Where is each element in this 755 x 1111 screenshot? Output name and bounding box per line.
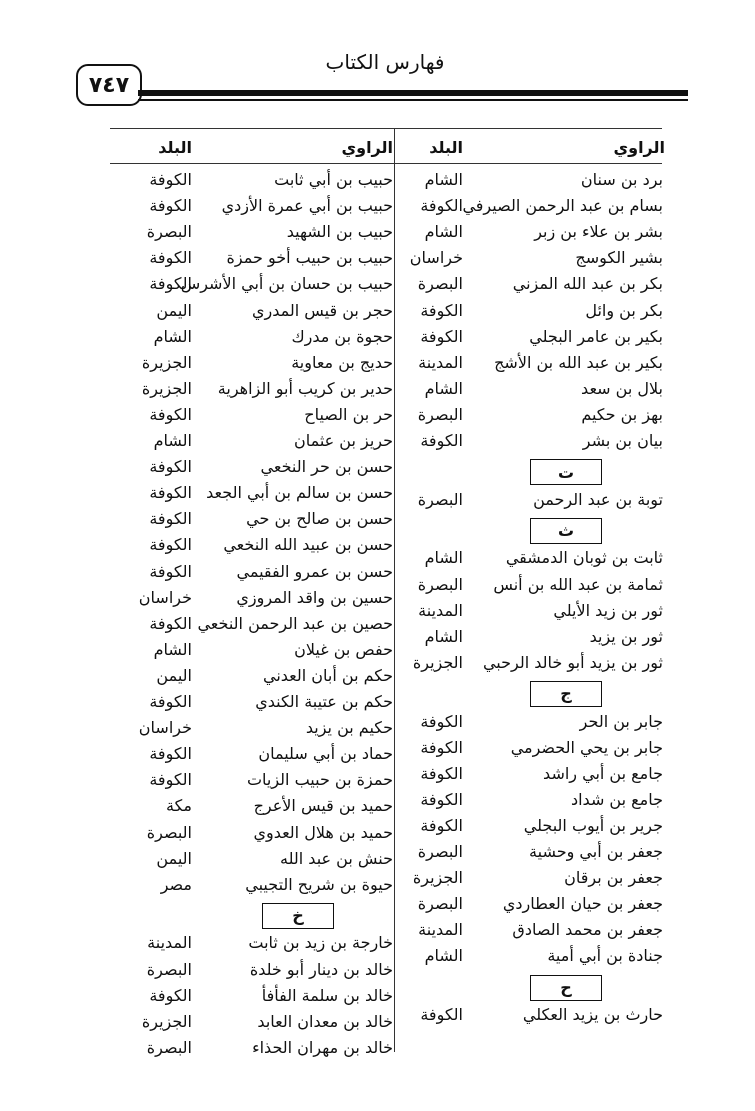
narrator-name: حسن بن سالم بن أبي الجعد — [206, 483, 393, 503]
narrator-name: حفص بن غيلان — [294, 639, 393, 659]
right-header-city: البلد — [429, 138, 463, 157]
narrator-city: الكوفة — [149, 744, 192, 764]
narrator-name: خالد بن معدان العابد — [257, 1011, 393, 1031]
narrator-name: حميد بن قيس الأعرج — [253, 796, 393, 816]
table-top-line — [110, 128, 662, 129]
narrator-city: البصرة — [146, 822, 192, 842]
narrator-city: الشام — [424, 946, 463, 966]
narrator-city: المدينة — [418, 600, 463, 620]
narrator-city: الكوفة — [149, 561, 192, 581]
header-rule-thick — [138, 90, 688, 96]
narrator-city: خراسان — [138, 587, 192, 607]
narrator-city: الكوفة — [149, 196, 192, 216]
narrator-name: توبة بن عبد الرحمن — [533, 489, 663, 509]
letter-heading: خ — [262, 903, 334, 929]
narrator-name: جرير بن أيوب البجلي — [523, 815, 663, 835]
narrator-name: خالد بن سلمة الفأفأ — [261, 985, 393, 1005]
header-rule-thin — [138, 99, 688, 101]
narrator-city: مصر — [160, 874, 192, 894]
narrator-name: حارث بن يزيد العكلي — [522, 1005, 663, 1025]
narrator-city: الكوفة — [149, 274, 192, 294]
narrator-city: اليمن — [156, 665, 192, 685]
narrator-city: الكوفة — [420, 196, 463, 216]
narrator-name: حسن بن صالح بن حي — [246, 509, 393, 529]
narrator-city: اليمن — [156, 300, 192, 320]
narrator-name: بكر بن عبد الله المزني — [512, 274, 663, 294]
narrator-city: الكوفة — [149, 404, 192, 424]
narrator-city: الكوفة — [149, 985, 192, 1005]
narrator-name: بلال بن سعد — [581, 378, 663, 398]
narrator-city: الكوفة — [149, 248, 192, 268]
narrator-name: حبيب بن حبيب أخو حمزة — [226, 248, 393, 268]
narrator-city: الكوفة — [149, 613, 192, 633]
narrator-name: ثابت بن ثوبان الدمشقي — [505, 548, 663, 568]
letter-heading: ح — [530, 975, 602, 1001]
narrator-city: الكوفة — [420, 763, 463, 783]
narrator-name: بكير بن عامر البجلي — [529, 326, 663, 346]
page-title: فهارس الكتاب — [325, 50, 445, 74]
narrator-city: اليمن — [156, 848, 192, 868]
narrator-name: ثور بن زيد الأيلي — [553, 600, 663, 620]
narrator-city: الشام — [153, 431, 192, 450]
table-header-line — [110, 163, 662, 164]
narrator-name: خارجة بن زيد بن ثابت — [248, 933, 393, 953]
narrator-city: الكوفة — [149, 770, 192, 790]
narrator-city: الجزيرة — [412, 652, 463, 672]
narrator-name: حجر بن قيس المدري — [251, 300, 393, 320]
narrator-name: برد بن سنان — [580, 170, 663, 189]
left-header-city: البلد — [158, 138, 192, 157]
letter-heading: ج — [530, 681, 602, 707]
narrator-name: حكم بن عتيبة الكندي — [255, 692, 393, 711]
narrator-name: حسن بن حر النخعي — [260, 457, 393, 477]
narrator-name: جعفر بن برقان — [564, 868, 663, 888]
narrator-city: الكوفة — [149, 170, 192, 189]
narrator-name: حجوة بن مدرك — [291, 326, 393, 346]
narrator-name: بشر بن علاء بن زبر — [534, 222, 663, 242]
narrator-city: خراسان — [409, 248, 463, 268]
narrator-name: بكر بن وائل — [585, 300, 663, 320]
narrator-city: البصرة — [417, 489, 463, 509]
narrator-name: حديج بن معاوية — [291, 352, 393, 372]
left-header-narrator: الراوي — [341, 138, 393, 157]
narrator-name: حكيم بن يزيد — [305, 718, 393, 738]
narrator-name: بسام بن عبد الرحمن الصيرفي — [462, 196, 663, 216]
narrator-name: بكير بن عبد الله بن الأشج — [494, 352, 663, 372]
narrator-city: الشام — [153, 326, 192, 346]
narrator-name: جعفر بن أبي وحشية — [529, 842, 663, 862]
narrator-city: البصرة — [146, 959, 192, 979]
narrator-name: ثور بن يزيد — [589, 626, 663, 646]
narrator-city: الكوفة — [149, 509, 192, 529]
narrator-name: بشير الكوسج — [575, 248, 663, 268]
narrator-name: حبيب بن حسان بن أبي الأشرس — [180, 274, 393, 294]
narrator-city: الشام — [424, 626, 463, 646]
narrator-name: حسين بن واقد المروزي — [236, 587, 393, 607]
narrator-city: الكوفة — [420, 815, 463, 835]
narrator-city: الشام — [424, 378, 463, 398]
letter-heading: ت — [530, 459, 602, 485]
narrator-city: البصرة — [417, 842, 463, 862]
narrator-city: الشام — [424, 222, 463, 242]
right-header-narrator: الراوي — [613, 138, 665, 157]
narrator-city: الكوفة — [420, 1005, 463, 1025]
narrator-city: الكوفة — [420, 326, 463, 346]
narrator-city: البصرة — [417, 894, 463, 914]
narrator-city: الكوفة — [149, 457, 192, 477]
narrator-name: حبيب بن الشهيد — [286, 222, 393, 242]
narrator-name: جنادة بن أبي أمية — [547, 946, 663, 966]
narrator-name: حسن بن عمرو الفقيمي — [236, 561, 393, 581]
narrator-name: حبيب بن أبي ثابت — [274, 170, 393, 189]
narrator-city: البصرة — [417, 404, 463, 424]
narrator-city: المدينة — [418, 352, 463, 372]
narrator-city: الكوفة — [420, 789, 463, 809]
narrator-name: حريز بن عثمان — [293, 431, 393, 450]
narrator-city: الجزيرة — [141, 378, 192, 398]
narrator-city: الجزيرة — [412, 868, 463, 888]
page-number: ٧٤٧ — [76, 64, 142, 106]
narrator-name: حميد بن هلال العدوي — [253, 822, 393, 842]
narrator-city: الشام — [153, 639, 192, 659]
narrator-city: الشام — [424, 548, 463, 568]
narrator-city: الكوفة — [420, 300, 463, 320]
narrator-city: المدينة — [147, 933, 192, 953]
narrator-name: حنش بن عبد الله — [280, 848, 393, 868]
narrator-name: حسن بن عبيد الله النخعي — [223, 535, 393, 555]
narrator-city: البصرة — [417, 274, 463, 294]
narrator-name: حمزة بن حبيب الزيات — [246, 770, 393, 790]
narrator-name: حر بن الصياح — [304, 404, 393, 424]
narrator-city: الكوفة — [420, 431, 463, 450]
narrator-city: الكوفة — [149, 535, 192, 555]
narrator-city: البصرة — [417, 574, 463, 594]
narrator-city: الكوفة — [149, 483, 192, 503]
narrator-city: الكوفة — [149, 692, 192, 711]
narrator-city: البصرة — [146, 222, 192, 242]
narrator-name: خالد بن دينار أبو خلدة — [249, 959, 393, 979]
narrator-name: جابر بن يحي الحضرمي — [510, 737, 663, 757]
narrator-name: حماد بن أبي سليمان — [258, 744, 393, 764]
narrator-name: جامع بن أبي راشد — [543, 763, 663, 783]
narrator-name: خالد بن مهران الحذاء — [252, 1037, 393, 1057]
narrator-name: جعفر بن حيان العطاردي — [502, 894, 663, 914]
narrator-name: حبيب بن أبي عمرة الأزدي — [221, 196, 393, 216]
narrator-city: مكة — [166, 796, 192, 816]
column-divider — [394, 128, 395, 1052]
narrator-name: ثمامة بن عبد الله بن أنس — [493, 574, 663, 594]
narrator-city: الكوفة — [420, 737, 463, 757]
narrator-city: البصرة — [146, 1037, 192, 1057]
narrator-name: ثور بن يزيد أبو خالد الرحبي — [482, 652, 663, 672]
narrator-name: جابر بن الحر — [579, 711, 663, 731]
letter-heading: ث — [530, 518, 602, 544]
narrator-name: جامع بن شداد — [570, 789, 663, 809]
narrator-city: الجزيرة — [141, 352, 192, 372]
narrator-city: خراسان — [138, 718, 192, 738]
narrator-name: بيان بن بشر — [582, 431, 663, 450]
narrator-city: الكوفة — [420, 711, 463, 731]
narrator-city: المدينة — [418, 920, 463, 940]
narrator-name: حصين بن عبد الرحمن النخعي — [197, 613, 393, 633]
narrator-city: الجزيرة — [141, 1011, 192, 1031]
narrator-name: حكم بن أبان العدني — [262, 665, 393, 685]
narrator-name: جعفر بن محمد الصادق — [512, 920, 663, 940]
narrator-name: بهز بن حكيم — [581, 404, 663, 424]
narrator-name: حدير بن كريب أبو الزاهرية — [217, 378, 393, 398]
narrator-city: الشام — [424, 170, 463, 189]
narrator-name: حيوة بن شريح التجيبي — [245, 874, 393, 894]
